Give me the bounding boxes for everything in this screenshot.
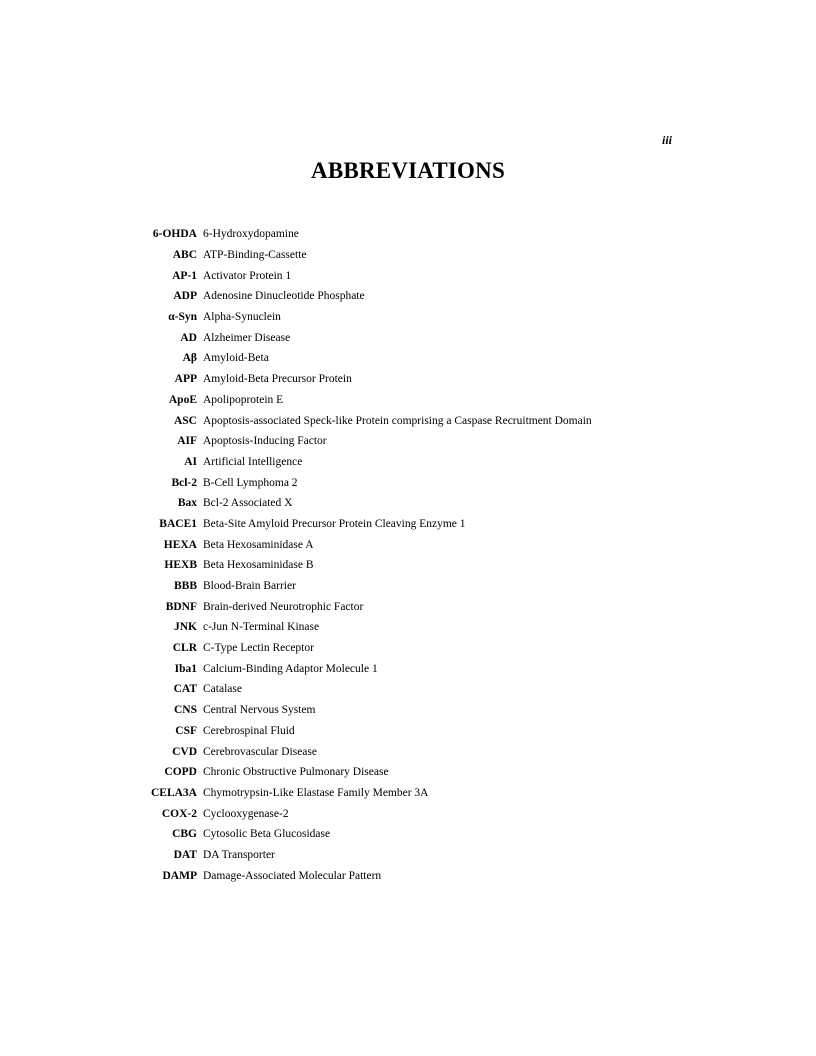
abbreviation-term: CBG — [172, 828, 197, 841]
abbreviation-definition: Apolipoprotein E — [203, 393, 284, 406]
abbreviation-definition: C-Type Lectin Receptor — [203, 642, 314, 655]
abbreviation-row — [0, 596, 816, 617]
abbreviation-definition: Adenosine Dinucleotide Phosphate — [203, 290, 365, 303]
abbreviation-definition: B-Cell Lymphoma 2 — [203, 476, 298, 489]
abbreviation-term: Bax — [177, 497, 197, 510]
abbreviation-definition: Beta Hexosaminidase A — [203, 538, 314, 551]
abbreviation-definition: Amyloid-Beta Precursor Protein — [203, 373, 352, 386]
abbreviation-row — [0, 410, 816, 431]
abbreviation-definition: c-Jun N-Terminal Kinase — [203, 621, 320, 634]
page-number: iii — [661, 133, 672, 147]
abbreviation-definition: Apoptosis-associated Speck-like Protein comprising a Caspase Recruitment Domain — [203, 414, 592, 427]
page-title: ABBREVIATIONS — [311, 158, 505, 183]
abbreviation-definition: Blood-Brain Barrier — [203, 580, 296, 593]
abbreviation-term: DAMP — [162, 869, 197, 882]
abbreviation-definition: Brain-derived Neurotrophic Factor — [203, 600, 364, 613]
abbreviation-row — [0, 865, 816, 886]
abbreviation-definition: Amyloid-Beta — [203, 352, 269, 365]
abbreviation-term: α-Syn — [168, 311, 197, 324]
abbreviation-definition: Beta Hexosaminidase B — [203, 559, 314, 572]
abbreviation-definition: 6-Hydroxydopamine — [203, 228, 299, 241]
abbreviation-term: CSF — [175, 724, 197, 737]
abbreviation-row — [0, 638, 816, 659]
abbreviation-definition: Bcl-2 Associated X — [203, 497, 293, 510]
abbreviation-row — [0, 534, 816, 555]
abbreviation-term: BDNF — [165, 600, 197, 613]
abbreviation-row — [0, 514, 816, 535]
abbreviation-term: DAT — [173, 848, 197, 861]
abbreviation-term: AP-1 — [172, 269, 197, 282]
abbreviation-row — [0, 845, 816, 866]
abbreviation-term: BBB — [173, 580, 197, 593]
abbreviation-row — [0, 307, 816, 328]
abbreviation-definition: Calcium-Binding Adaptor Molecule 1 — [203, 662, 378, 675]
abbreviation-row — [0, 576, 816, 597]
abbreviation-list — [0, 224, 816, 886]
abbreviation-term: ASC — [173, 414, 197, 427]
abbreviation-definition: Cytosolic Beta Glucosidase — [203, 828, 331, 841]
abbreviation-row — [0, 369, 816, 390]
abbreviation-definition: Central Nervous System — [203, 704, 316, 717]
abbreviation-term: JNK — [174, 621, 197, 634]
abbreviation-row — [0, 700, 816, 721]
abbreviation-definition: Activator Protein 1 — [203, 269, 292, 282]
abbreviation-term: 6-OHDA — [152, 228, 197, 241]
abbreviation-row — [0, 431, 816, 452]
abbreviation-row — [0, 783, 816, 804]
abbreviation-definition: DA Transporter — [203, 848, 275, 861]
abbreviation-term: ABC — [172, 249, 197, 262]
abbreviation-term: HEXB — [164, 559, 197, 572]
abbreviation-term: CLR — [172, 642, 197, 655]
abbreviation-row — [0, 658, 816, 679]
abbreviation-definition: Alzheimer Disease — [203, 331, 291, 344]
abbreviation-term: CELA3A — [150, 786, 197, 799]
abbreviation-definition: ATP-Binding-Cassette — [203, 249, 307, 262]
abbreviation-term: AD — [180, 331, 197, 344]
abbreviation-definition: Beta-Site Amyloid Precursor Protein Cleaving Enzyme 1 — [203, 517, 466, 530]
abbreviation-definition: Artificial Intelligence — [203, 455, 303, 468]
abbreviation-term: COPD — [164, 766, 197, 779]
abbreviation-definition: Damage-Associated Molecular Pattern — [203, 869, 382, 882]
abbreviation-term: CAT — [173, 683, 197, 696]
abbreviation-definition: Chronic Obstructive Pulmonary Disease — [203, 766, 389, 779]
abbreviation-term: APP — [174, 373, 197, 386]
abbreviation-row — [0, 452, 816, 473]
abbreviation-term: COX-2 — [161, 807, 197, 820]
abbreviation-row — [0, 679, 816, 700]
abbreviation-term: ApoE — [168, 393, 197, 406]
abbreviation-definition: Chymotrypsin-Like Elastase Family Member 3A — [203, 786, 429, 799]
abbreviation-row — [0, 472, 816, 493]
abbreviation-definition: Alpha-Synuclein — [203, 311, 281, 324]
abbreviation-row — [0, 555, 816, 576]
abbreviation-row — [0, 721, 816, 742]
abbreviation-row — [0, 348, 816, 369]
abbreviation-row — [0, 224, 816, 245]
abbreviation-definition: Cyclooxygenase-2 — [203, 807, 289, 820]
abbreviation-term: ADP — [173, 290, 197, 303]
abbreviation-definition: Catalase — [203, 683, 242, 696]
abbreviation-term: Bcl-2 — [171, 476, 197, 489]
abbreviation-term: BACE1 — [159, 517, 197, 530]
abbreviation-row — [0, 286, 816, 307]
abbreviation-row — [0, 327, 816, 348]
abbreviation-row — [0, 617, 816, 638]
abbreviation-row — [0, 245, 816, 266]
abbreviation-row — [0, 493, 816, 514]
abbreviation-row — [0, 824, 816, 845]
abbreviation-row — [0, 265, 816, 286]
abbreviation-definition: Cerebrospinal Fluid — [203, 724, 295, 737]
abbreviation-term: CVD — [172, 745, 197, 758]
abbreviation-term: AI — [184, 455, 197, 468]
abbreviation-term: HEXA — [163, 538, 197, 551]
abbreviation-term: AIF — [177, 435, 197, 448]
abbreviation-term: Aβ — [182, 352, 197, 365]
abbreviation-row — [0, 390, 816, 411]
abbreviation-row — [0, 803, 816, 824]
abbreviation-term: CNS — [173, 704, 197, 717]
abbreviation-definition: Cerebrovascular Disease — [203, 745, 317, 758]
abbreviation-row — [0, 741, 816, 762]
abbreviation-row — [0, 762, 816, 783]
abbreviation-definition: Apoptosis-Inducing Factor — [203, 435, 327, 448]
abbreviation-term: Iba1 — [174, 662, 197, 675]
